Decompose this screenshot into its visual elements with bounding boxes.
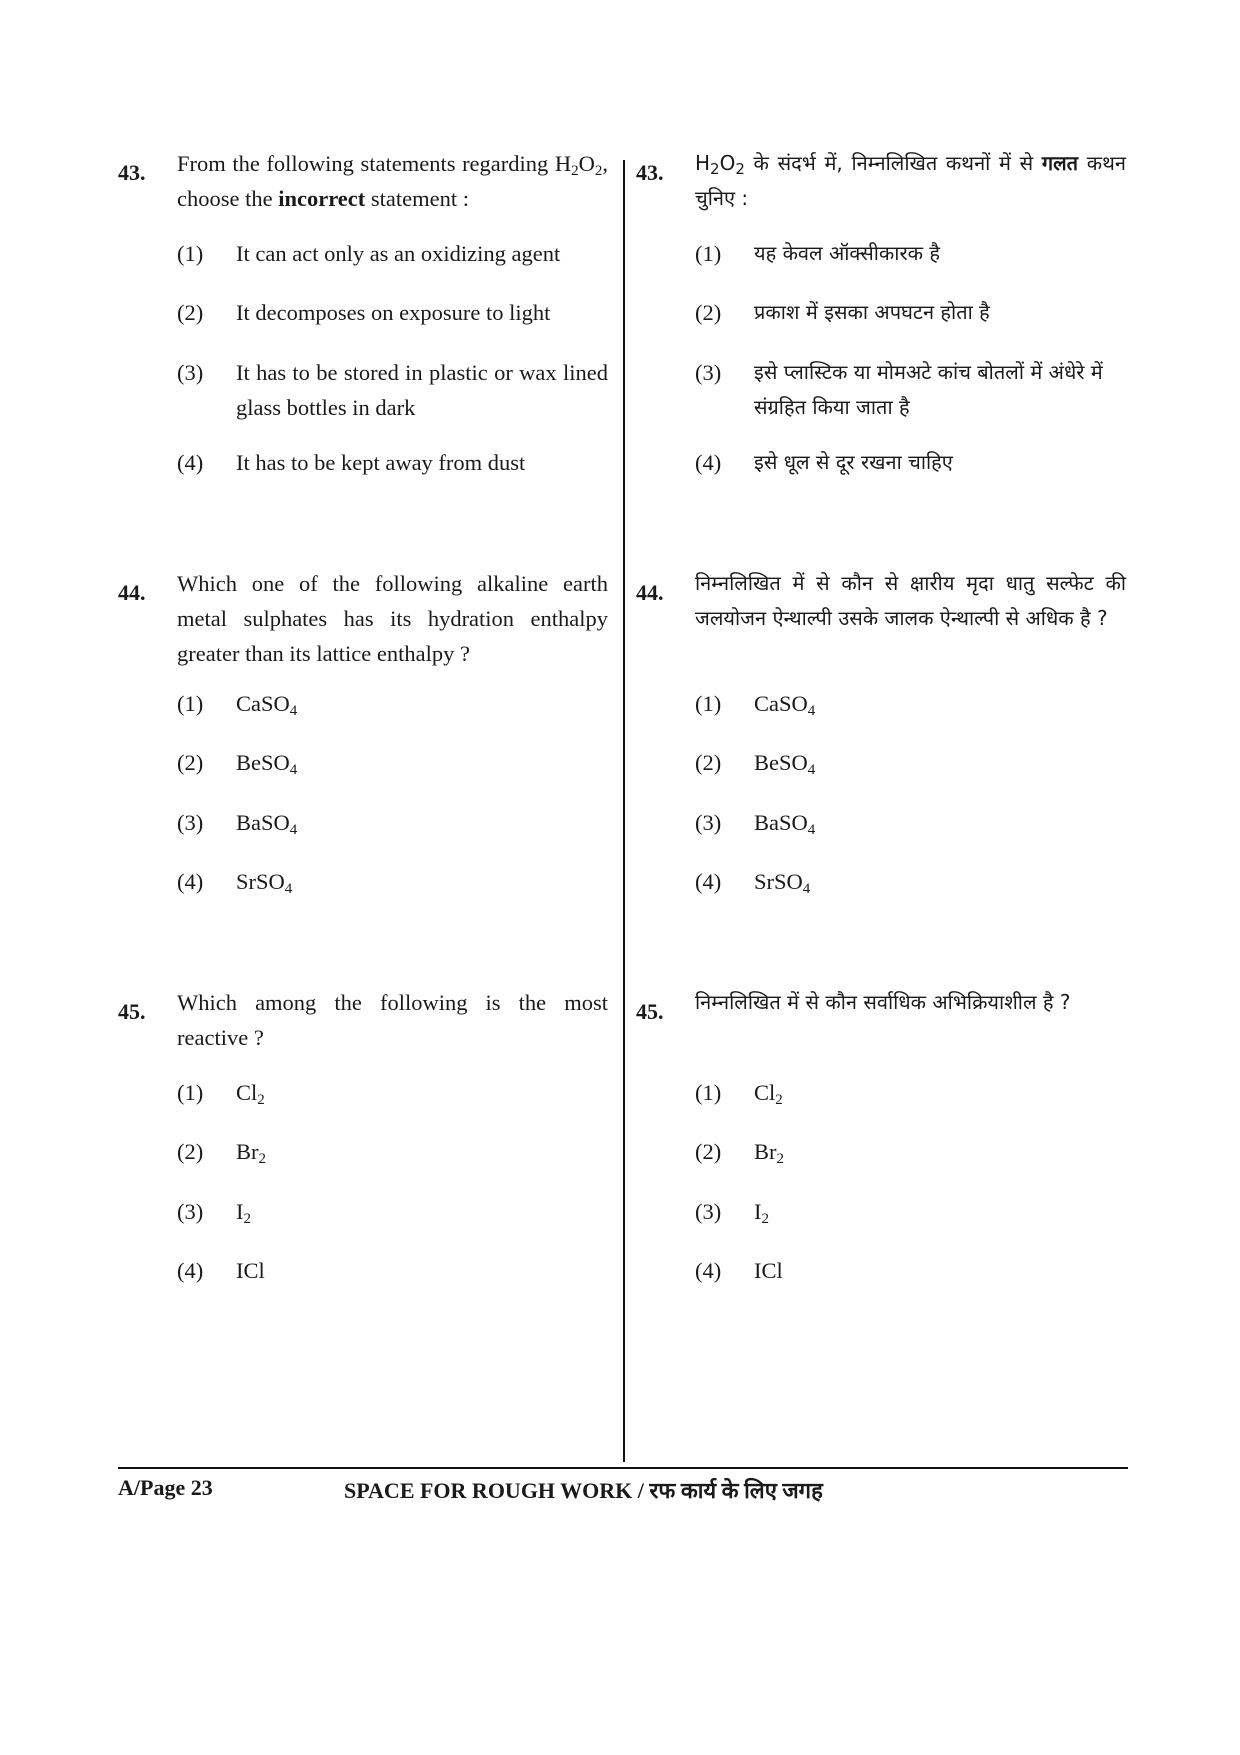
column-divider xyxy=(623,160,625,1462)
rough-work-label: SPACE FOR ROUGH WORK / रफ कार्य के लिए जगह xyxy=(344,1478,823,1503)
question-stem: Which one of the following alkaline earth metal sulphates has its hydration enthalpy greater than its lattice enthalpy ? xyxy=(177,571,608,666)
question-number: 43. xyxy=(118,160,146,185)
question-stem: From the following statements regarding $H_2O_2$, choose the incorrect statement : xyxy=(177,151,608,211)
question-number: 44. xyxy=(636,580,664,605)
question-number: 44. xyxy=(118,580,146,605)
question-stem: निम्नलिखित में से कौन सर्वाधिक अभिक्रियाशील है ? xyxy=(695,990,1071,1014)
page-number: A/Page 23 xyxy=(118,1475,213,1500)
footer-rule xyxy=(118,1467,1128,1469)
question-stem: निम्नलिखित में से कौन से क्षारीय मृदा धातु सल्फेट की जलयोजन ऐन्थाल्पी उसके जालक ऐन्थाल्पी से अधिक है ? xyxy=(695,571,1126,630)
question-stem: Which among the following is the most reactive ? xyxy=(177,990,608,1050)
question-number: 45. xyxy=(118,999,146,1024)
question-number: 43. xyxy=(636,160,664,185)
question-number: 45. xyxy=(636,999,664,1024)
question-stem: $H_2O_2$ के संदर्भ में, निम्नलिखित कथनों में से गलत कथन चुनिए : xyxy=(695,151,1126,210)
